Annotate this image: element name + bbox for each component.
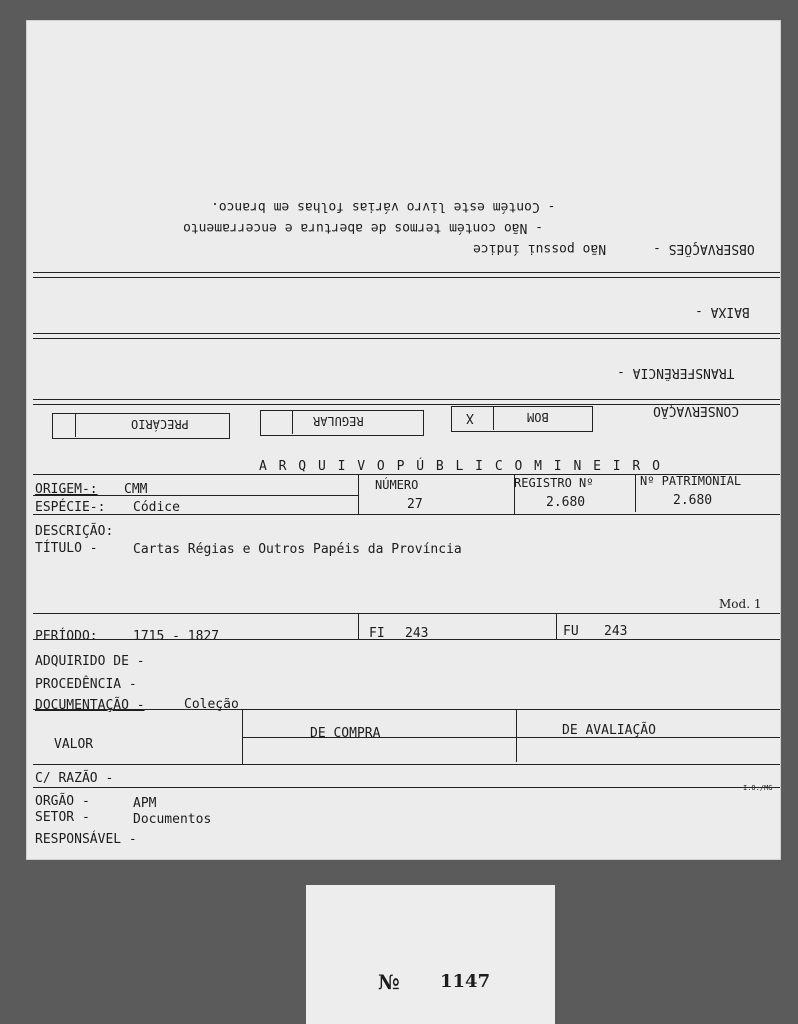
divider [516,709,517,762]
imprint-label: I.O./MG [743,784,773,792]
observacoes-line-3: - Contém este livro várias folhas em branco. [211,199,556,214]
procedencia-label: PROCEDÊNCIA - [35,677,137,692]
divider [33,495,358,496]
orgao-label: ORGÃO - [35,794,90,809]
catalog-card [26,20,781,860]
ticket-number: 1147 [440,971,491,992]
especie-label: ESPÉCIE-: [35,500,106,515]
divider [33,399,780,400]
conservacao-label: CONSERVAÇÃO [653,403,740,418]
divider [33,613,780,614]
fi-value: 243 [405,626,429,641]
razao-label: C/ RAZÃO - [35,771,114,786]
divider [33,709,780,710]
fu-value: 243 [604,624,628,639]
fi-label: FI [369,626,385,641]
divider [33,787,780,788]
divider [556,613,557,639]
mod-label: Mod. 1 [719,597,762,611]
especie-value: Códice [133,500,180,515]
observacoes-line-1: Não possui índice [473,241,607,256]
orgao-value: APM [133,796,157,811]
number-ticket [306,885,555,1024]
titulo-value: Cartas Régias e Outros Papéis da Província [133,542,462,557]
baixa-label: BAIXA - [695,304,750,319]
divider [358,613,359,639]
divider [33,333,780,334]
divider [358,474,359,514]
conservacao-bom-mark: X [466,410,474,425]
observacoes-line-2: - Não contém termos de abertura e encerramento [183,220,544,235]
registro-label: REGISTRO Nº [514,476,594,490]
documentacao-label: DOCUMENTAÇÃO - [35,698,145,713]
valor-avaliacao-label: DE AVALIAÇÃO [562,723,656,738]
ticket-symbol: № [378,970,400,994]
divider [292,410,293,434]
valor-compra-label: DE COMPRA [310,726,381,741]
numero-value: 27 [407,497,423,512]
institution-header: A R Q U I V O P Ú B L I C O M I N E I R O [259,459,662,474]
titulo-label: TÍTULO - [35,541,98,556]
patrimonial-value: 2.680 [673,493,713,508]
observacoes-label: OBSERVAÇÕES - [653,241,755,256]
conservacao-bom-label: BOM [527,410,549,424]
numero-label: NÚMERO [375,478,419,492]
divider [635,474,636,512]
periodo-value: 1715 - 1827 [133,629,220,644]
descricao-label: DESCRIÇÃO: [35,524,114,539]
setor-label: SETOR - [35,810,90,825]
divider [33,514,780,515]
periodo-label: PERÍODO: [35,629,98,644]
fu-label: FU [563,624,579,639]
transferencia-label: TRANSFERÊNCIA - [617,365,735,380]
adquirido-label: ADQUIRIDO DE - [35,654,145,669]
responsavel-label: RESPONSÁVEL - [35,832,137,847]
registro-value: 2.680 [546,495,586,510]
divider [33,277,780,278]
origem-value: CMM [124,482,148,497]
divider [33,764,780,765]
documentacao-value: Coleção [184,697,239,712]
setor-value: Documentos [133,812,212,827]
conservacao-precario-label: PRECÁRIO [131,417,189,431]
divider [33,338,780,339]
divider [75,413,76,437]
divider [33,639,780,640]
divider [33,272,780,273]
patrimonial-label: Nº PATRIMONIAL [640,474,742,488]
origem-label: ORIGEM-: [35,482,98,497]
valor-label: VALOR [54,737,94,752]
divider [493,406,494,430]
conservacao-regular-label: REGULAR [313,414,364,428]
